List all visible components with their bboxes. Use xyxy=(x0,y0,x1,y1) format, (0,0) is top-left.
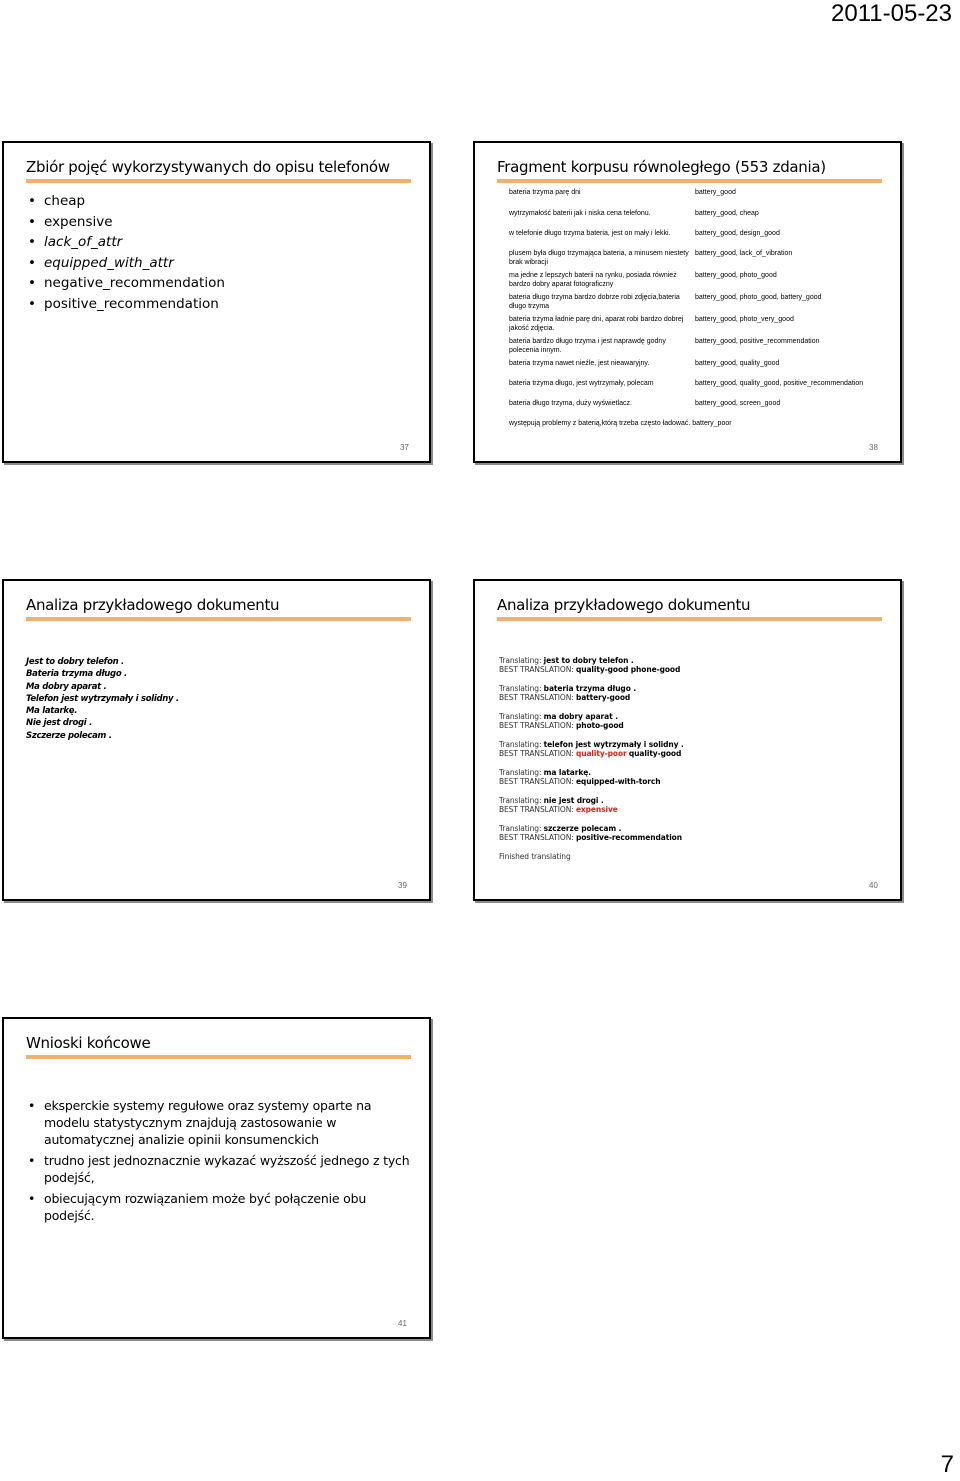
document-line: Jest to dobry telefon . xyxy=(26,657,124,667)
translation-block: Translating: ma dobry aparat . BEST TRANSLATION: photo-good xyxy=(499,712,624,731)
slide-41 xyxy=(2,1017,431,1339)
corpus-labels: battery_good, lack_of_vibration xyxy=(695,250,793,257)
corpus-sentence: w telefonie długo trzyma bateria, jest on mały i lekki. xyxy=(509,230,671,237)
list-item: • expensive xyxy=(28,212,225,233)
document-line: Ma dobry aparat . xyxy=(26,681,107,692)
page-date: 2011-05-23 xyxy=(831,0,952,27)
list-item: • cheap xyxy=(28,191,225,212)
corpus-sentence: ma jedne z lepszych baterii na rynku, posiada również bardzo dobry aparat fotograficzny xyxy=(509,272,677,288)
title-underline xyxy=(26,617,411,621)
corpus-sentence: wytrzymałość baterii jak i niska cena telefonu. xyxy=(509,210,651,217)
corpus-labels: battery_good, screen_good xyxy=(695,400,781,407)
list-item: • lack_of_attr xyxy=(28,232,225,253)
corpus-sentence: bateria trzyma ładnie parę dni, aparat robi bardzo dobrej jakość zdjęcia. xyxy=(509,316,684,332)
conclusions-list xyxy=(28,1097,418,1228)
slide-40 xyxy=(473,579,902,901)
corpus-labels: battery_good, positive_recommendation xyxy=(695,338,820,345)
corpus-labels: battery_good, photo_good xyxy=(695,272,777,279)
slide-37 xyxy=(2,141,431,463)
corpus-sentence: bateria trzyma długo, jest wytrzymały, polecam xyxy=(509,380,654,387)
finished-translating: Finished translating xyxy=(499,852,571,861)
slide-title: Analiza przykładowego dokumentu xyxy=(26,596,280,614)
document-line: Bateria trzyma długo . xyxy=(26,669,127,680)
corpus-labels: battery_good, quality_good xyxy=(695,360,780,367)
list-item: • negative_recommendation xyxy=(28,273,225,294)
title-underline xyxy=(26,179,411,183)
list-item: • trudno jest jednoznacznie wykazać wyższość jednego z tych podejść, xyxy=(28,1152,418,1186)
slide-number: 40 xyxy=(869,881,878,890)
corpus-labels: battery_good, cheap xyxy=(695,210,759,217)
slide-number: 37 xyxy=(400,443,409,452)
corpus-row xyxy=(509,419,732,428)
list-item: • positive_recommendation xyxy=(28,294,225,315)
slide-number: 41 xyxy=(398,1319,407,1328)
slide-title: Zbiór pojęć wykorzystywanych do opisu telefonów xyxy=(26,158,390,176)
corpus-labels: battery_good, photo_very_good xyxy=(695,316,794,323)
translation-block: Translating: bateria trzyma długo . BEST TRANSLATION: battery-good xyxy=(499,684,637,703)
translation-block: Translating: szczerze polecam . BEST TRANSLATION: positive-recommendation xyxy=(499,824,682,843)
slide-number: 39 xyxy=(398,881,407,890)
translation-block: Translating: jest to dobry telefon . BEST TRANSLATION: quality-good phone-good xyxy=(499,656,681,675)
corpus-labels: battery_good, design_good xyxy=(695,230,780,237)
page-number: 7 xyxy=(940,1451,954,1478)
list-item: • equipped_with_attr xyxy=(28,253,225,274)
document-line: Telefon jest wytrzymały i solidny . xyxy=(26,693,179,704)
slide-39 xyxy=(2,579,431,901)
slide-title: Analiza przykładowego dokumentu xyxy=(497,596,751,614)
title-underline xyxy=(26,1055,411,1059)
corpus-labels: battery_poor xyxy=(692,420,732,427)
title-underline xyxy=(497,179,882,183)
list-item: • obiecującym rozwiązaniem może być połączenie obu podejść. xyxy=(28,1190,418,1224)
document-line: Szczerze polecam . xyxy=(26,730,112,741)
translation-block: Translating: nie jest drogi . BEST TRANSLATION: expensive xyxy=(499,796,618,815)
corpus-sentence: bateria bardzo długo trzyma i jest naprawdę godny polecenia innym. xyxy=(509,338,666,354)
corpus-sentence: bateria trzyma parę dni xyxy=(509,189,581,196)
document-line: Ma latarkę. xyxy=(26,706,78,717)
slide-title: Wnioski końcowe xyxy=(26,1034,151,1052)
corpus-sentence: bateria długo trzyma bardzo dobrze robi zdjęcia,bateria długo trzyma xyxy=(509,294,680,310)
corpus-labels: battery_good, photo_good, battery_good xyxy=(695,294,822,301)
list-item: • eksperckie systemy regułowe oraz systemy oparte na modelu statystycznym znajdują zastosowanie w automatycznej analizie opinii konsumenckich xyxy=(28,1097,418,1148)
corpus-labels: battery_good xyxy=(695,189,736,196)
slide-number: 38 xyxy=(869,443,878,452)
corpus-sentence: bateria trzyma nawet nieźle, jest nieawaryjny. xyxy=(509,360,650,367)
title-underline xyxy=(497,617,882,621)
slide-38 xyxy=(473,141,902,463)
translation-block: Translating: ma latarkę. BEST TRANSLATION: equipped-with-torch xyxy=(499,768,661,787)
document-line: Nie jest drogi . xyxy=(26,718,93,729)
slide-title: Fragment korpusu równoległego (553 zdania) xyxy=(497,158,826,176)
sample-document xyxy=(26,656,179,742)
concept-list xyxy=(28,191,225,314)
corpus-sentence: występują problemy z baterią,którą trzeba często ładować. xyxy=(509,420,691,427)
corpus-sentence: bateria długo trzyma, duży wyświetlacz. xyxy=(509,400,632,407)
corpus-labels: battery_good, quality_good, positive_recommendation xyxy=(695,380,864,387)
translation-block: Translating: telefon jest wytrzymały i solidny . BEST TRANSLATION: quality-poor quality-good xyxy=(499,740,684,759)
corpus-sentence: plusem była długo trzymająca bateria, a minusem niestety brak wibracji xyxy=(509,250,689,266)
